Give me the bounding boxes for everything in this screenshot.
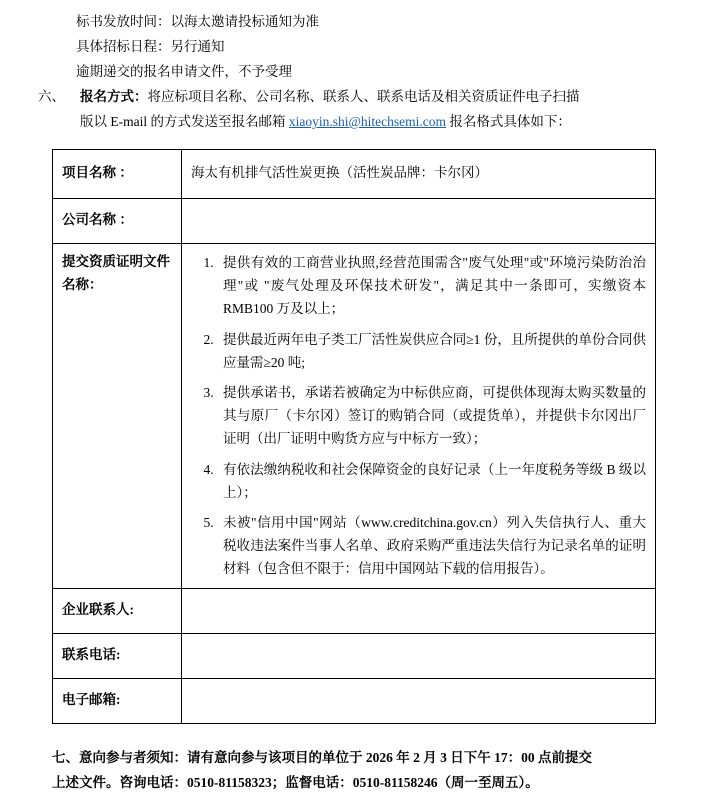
section-six-body bbox=[80, 85, 684, 135]
table-row-company-name bbox=[53, 198, 656, 243]
section-six-number: 六、 bbox=[38, 88, 65, 104]
intro-block bbox=[0, 0, 708, 135]
section-six bbox=[24, 85, 684, 135]
table-row-qualifications bbox=[53, 243, 656, 588]
qualification-item-3: 3. 提供承诺书，承诺若被确定为中标供应商，可提供体现海太购买数量的其与原厂（卡尔冈）签订的购销合同（或提货单），并提供卡尔冈出厂证明（出厂证明中购货方应与中标方一致）； bbox=[217, 381, 646, 451]
table-row-project-name bbox=[53, 149, 656, 198]
table-row-contact-phone bbox=[53, 633, 656, 678]
intro-line-1: 标书发放时间：以海太邀请投标通知为准 bbox=[76, 14, 319, 29]
footer-line-1: 七、意向参与者须知：请有意向参与该项目的单位于 2026 年 2 月 3 日下午 17：00 点前提交 bbox=[52, 749, 592, 765]
section-six-text-2-post: 报名格式具体如下： bbox=[446, 113, 571, 129]
intro-line-2: 具体招标日程：另行通知 bbox=[76, 38, 225, 54]
table-row-contact-person bbox=[53, 588, 656, 633]
footer-block bbox=[0, 724, 708, 796]
qualification-item-5: 5. 未被"信用中国"网站（www.creditchina.gov.cn）列入失信执行人、重大税收违法案件当事人名单、政府采购严重违法失信行为记录名单的证明材料（包含但不限于：信用中国网站下载的信用报告）。 bbox=[217, 511, 646, 581]
email-link[interactable]: xiaoyin.shi@hitechsemi.com bbox=[288, 113, 447, 129]
qualification-item-1: 1. 提供有效的工商营业执照,经营范围需含"废气处理"或"环境污染防治治理"或 "废气处理及环保技术研发"，满足其中一条即可，实缴资本 RMB100 万及以上； bbox=[217, 251, 646, 321]
footer-line-2: 上述文件。咨询电话：0510-81158323；监督电话：0510-81158246（周一至周五）。 bbox=[52, 774, 539, 790]
value-contact-person[interactable] bbox=[182, 588, 656, 633]
registration-form-table bbox=[52, 149, 656, 724]
label-contact-person: 企业联系人: bbox=[53, 588, 182, 633]
value-qualification-documents bbox=[182, 243, 656, 588]
value-project-name[interactable]: 海太有机排气活性炭更换（活性炭品牌：卡尔冈） bbox=[182, 149, 656, 198]
section-six-line-2 bbox=[80, 110, 684, 135]
value-company-name[interactable] bbox=[182, 198, 656, 243]
section-six-title: 报名方式： bbox=[80, 88, 148, 104]
qualification-item-2: 2. 提供最近两年电子类工厂活性炭供应合同≥1 份，且所提供的单份合同供应量需≥20 吨; bbox=[217, 328, 646, 374]
intro-line-3: 逾期递交的报名申请文件，不予受理 bbox=[76, 63, 292, 79]
qualification-item-4: 4. 有依法缴纳税收和社会保障资金的良好记录（上一年度税务等级 B 级以上）； bbox=[217, 458, 646, 504]
label-company-name: 公司名称 ： bbox=[53, 198, 182, 243]
value-contact-phone[interactable] bbox=[182, 633, 656, 678]
label-project-name: 项目名称 ： bbox=[53, 149, 182, 198]
table-row-email bbox=[53, 678, 656, 723]
label-email: 电子邮箱: bbox=[53, 678, 182, 723]
qualification-list bbox=[191, 251, 646, 581]
label-contact-phone: 联系电话: bbox=[53, 633, 182, 678]
section-six-text-2-pre: 版以 E-mail 的方式发送至报名邮箱 bbox=[80, 113, 289, 129]
section-six-text-1: 将应标项目名称、公司名称、联系人、联系电话及相关资质证件电子扫描 bbox=[147, 88, 580, 104]
label-qualification-documents: 提交资质证明文件名称： bbox=[53, 243, 182, 588]
value-email[interactable] bbox=[182, 678, 656, 723]
